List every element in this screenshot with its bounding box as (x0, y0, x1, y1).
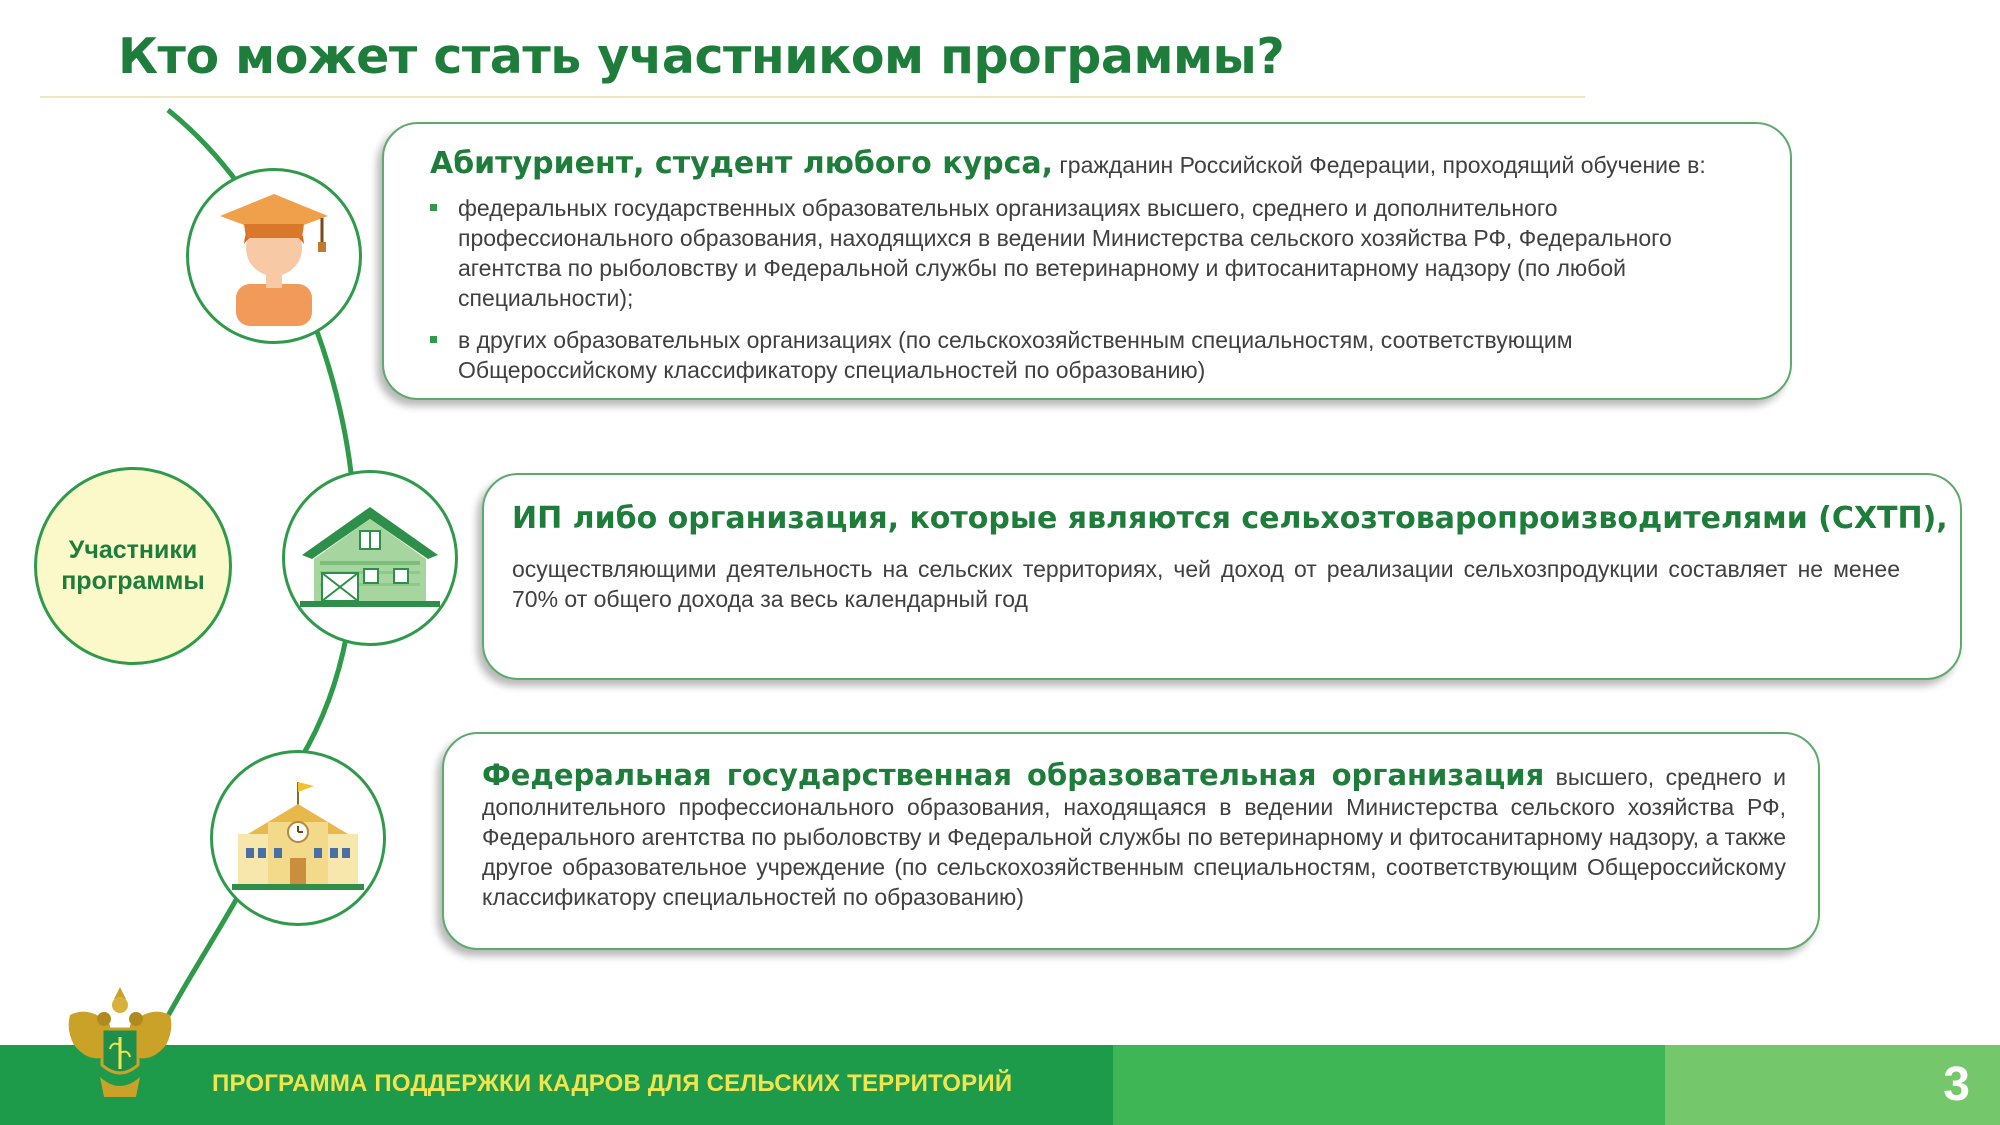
list-item: в других образовательных организациях (по сельскохозяйственным специальностям, соответствующим Общероссийскому классификатору специальностей по образованию) (430, 325, 1776, 385)
card-producer-heading: ИП либо организация, которые являются сельхозтоваропроизводителями (СХТП), (512, 501, 1948, 536)
card-student (382, 122, 1792, 400)
card-institution (442, 732, 1820, 950)
page-title: Кто может стать участником программы? (118, 28, 1285, 85)
card-student-list (430, 193, 1776, 385)
card-producer-text: осуществляющими деятельность на сельских территориях, чей доход от реализации сельхозпродукции составляет не менее 70% от общего дохода за весь календарный год (512, 556, 1900, 612)
page-number: 3 (1943, 1058, 1970, 1111)
card-institution-heading: Федеральная государственная образовательная организация (482, 758, 1545, 792)
bullet-marker (430, 204, 437, 211)
graduate-icon (214, 186, 334, 326)
coat-of-arms-icon (60, 985, 180, 1105)
footer-bar-middle (1113, 1045, 1665, 1125)
farmhouse-icon (300, 503, 440, 613)
farmhouse-icon-circle (282, 470, 458, 646)
footer-program-name: ПРОГРАММА ПОДДЕРЖКИ КАДРОВ ДЛЯ СЕЛЬСКИХ ТЕРРИТОРИЙ (212, 1070, 1013, 1097)
card-student-intro (430, 146, 1776, 181)
card-institution-paragraph (482, 760, 1786, 912)
card-institution-text: высшего, среднего и дополнительного профессионального образования, находящаяся в ведении Министерства сельского хозяйства РФ, Федерального агентства по рыболовству и Федеральной службы по ветеринарному и фитосанитарному надзору, а также другое образовательное учреждение (по сельскохозяйственным специальностям, соответствующим Общероссийскому классификатору специальностей по образованию) (482, 764, 1787, 910)
card-producer (482, 473, 1962, 680)
graduate-icon-circle (186, 168, 362, 344)
card-student-heading: Абитуриент, студент любого курса, (430, 146, 1054, 181)
school-building-icon-circle (210, 750, 386, 926)
list-item: федеральных государственных образовательных организациях высшего, среднего и дополнительного профессионального образования, находящихся в ведении Министерства сельского хозяйства РФ, Федерального агентства по рыболовству и Федеральной службы по ветеринарному и фитосанитарному надзору (по любой специальности); (430, 193, 1776, 313)
school-building-icon (228, 778, 368, 898)
bullet-marker (430, 336, 437, 343)
hub-label: Участники программы (61, 536, 205, 595)
card-student-lead: гражданин Российской Федерации, проходящий обучение в: (1053, 152, 1706, 178)
participants-hub (34, 467, 232, 665)
